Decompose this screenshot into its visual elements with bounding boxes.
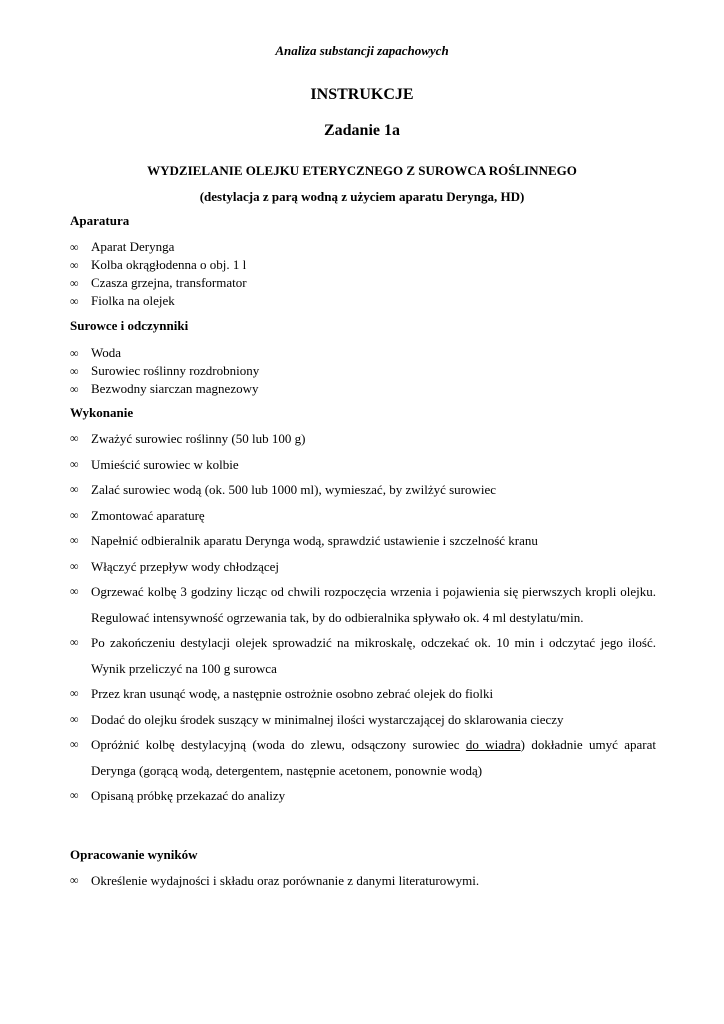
wykonanie-list [70, 426, 656, 809]
list-item: ∞ Kolba okrągłodenna o obj. 1 l [70, 257, 247, 272]
surowce-list [70, 344, 656, 398]
infinity-bullet-icon: ∞ [70, 276, 79, 290]
section-heading-opracowanie: Opracowanie wyników [70, 847, 198, 862]
infinity-bullet-icon: ∞ [70, 240, 79, 254]
infinity-bullet-icon: ∞ [70, 507, 79, 522]
list-item: ∞ Włączyć przepływ wody chłodzącej [70, 554, 656, 580]
subject-title: WYDZIELANIE OLEJKU ETERYCZNEGO Z SUROWCA ROŚLINNEGO [147, 163, 577, 178]
document-header: Analiza substancji zapachowych [275, 43, 449, 58]
list-item: ∞ Zważyć surowiec roślinny (50 lub 100 g) [70, 426, 656, 452]
list-item: ∞ Opisaną próbkę przekazać do analizy [70, 783, 656, 809]
main-title: INSTRUKCJE [310, 86, 414, 103]
infinity-bullet-icon: ∞ [70, 533, 79, 547]
list-item: ∞ Ogrzewać kolbę 3 godziny licząc od chwili rozpoczęcia wrzenia i pojawienia się pierwszych kropli olejku. Regulować intensywność ogrzewania tak, by do odbieralnika spływało ok. 4 ml destylatu/min. [70, 579, 656, 630]
infinity-bullet-icon: ∞ [70, 737, 79, 751]
method-subtitle: (destylacja z parą wodną z użyciem aparatu Derynga, HD) [199, 189, 525, 204]
infinity-bullet-icon: ∞ [70, 364, 79, 378]
list-item: ∞ Czasza grzejna, transformator [70, 275, 247, 290]
opracowanie-list [70, 868, 656, 894]
list-item: ∞ Zmontować aparaturę [70, 503, 656, 529]
underlined-text: do wiadra [465, 737, 521, 752]
list-item: ∞ Umieścić surowiec w kolbie [70, 452, 656, 478]
infinity-bullet-icon: ∞ [70, 431, 79, 445]
infinity-bullet-icon: ∞ [70, 635, 79, 649]
task-title: Zadanie 1a [323, 122, 400, 139]
infinity-bullet-icon: ∞ [70, 584, 79, 598]
infinity-bullet-icon: ∞ [70, 873, 79, 887]
list-item: ∞ Po zakończeniu destylacji olejek sprowadzić na mikroskalę, odczekać ok. 10 min i odczytać jego ilość. Wynik przeliczyć na 100 g surowca [70, 630, 656, 681]
infinity-bullet-icon: ∞ [70, 788, 79, 802]
infinity-bullet-icon: ∞ [70, 482, 79, 496]
list-item: ∞ Dodać do olejku środek suszący w minimalnej ilości wystarczającej do sklarowania cieczy [70, 707, 656, 733]
infinity-bullet-icon: ∞ [70, 258, 79, 272]
list-item: ∞ Napełnić odbieralnik aparatu Derynga wodą, sprawdzić ustawienie i szczelność kranu [70, 528, 656, 554]
list-item: ∞ Zalać surowiec wodą (ok. 500 lub 1000 ml), wymieszać, by zwilżyć surowiec [70, 477, 656, 503]
section-heading-aparatura: Aparatura [70, 213, 130, 228]
infinity-bullet-icon: ∞ [70, 346, 79, 360]
infinity-bullet-icon: ∞ [70, 294, 79, 308]
list-item: ∞ Surowiec roślinny rozdrobniony [70, 363, 260, 378]
infinity-bullet-icon: ∞ [70, 558, 79, 573]
section-heading-surowce: Surowce i odczynniki [70, 318, 189, 333]
list-item: ∞ Określenie wydajności i składu oraz porównanie z danymi literaturowymi. [70, 868, 656, 894]
list-item: ∞ Fiolka na olejek [70, 293, 175, 308]
infinity-bullet-icon: ∞ [70, 456, 79, 471]
list-item: ∞ Przez kran usunąć wodę, a następnie ostrożnie osobno zebrać olejek do fiolki [70, 681, 656, 707]
list-item: ∞ Opróżnić kolbę destylacyjną (woda do zlewu, odsączony surowiec do wiadra) dokładnie umyć aparat Derynga (gorącą wodą, detergentem, następnie acetonem, ponownie wodą) [70, 732, 656, 783]
infinity-bullet-icon: ∞ [70, 686, 79, 700]
list-item: ∞ Woda [70, 345, 121, 360]
aparatura-list [70, 238, 656, 310]
infinity-bullet-icon: ∞ [70, 711, 79, 726]
infinity-bullet-icon: ∞ [70, 382, 79, 396]
section-heading-wykonanie: Wykonanie [70, 405, 134, 420]
list-item: ∞ Aparat Derynga [70, 239, 175, 254]
list-item: ∞ Bezwodny siarczan magnezowy [70, 381, 259, 396]
